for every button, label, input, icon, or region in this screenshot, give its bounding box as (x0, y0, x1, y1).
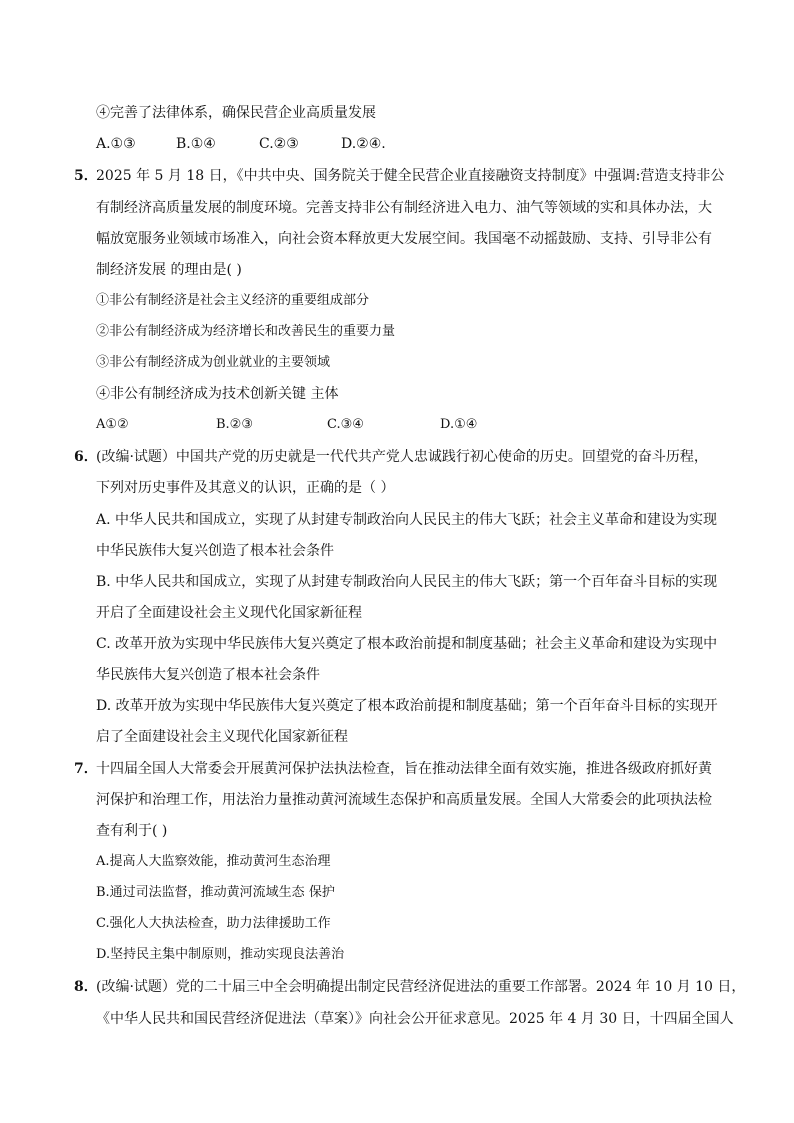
q4-option-c: C.②③ (259, 136, 299, 152)
q6-stem-line: 下列对历史事件及其意义的认识，正确的是（ ） (96, 480, 395, 496)
q8-number: 8． (74, 979, 98, 995)
q6-option-c-cont: 华民族伟大复兴创造了根本社会条件 (96, 667, 320, 683)
q7-stem-line: 查有利于( ) (96, 823, 168, 839)
q4-options (96, 135, 386, 153)
q5-stem-line: 有制经济高质量发展的制度环境。完善支持非公有制经济进入电力、油气等领域的实和具体办法，大 (96, 200, 712, 216)
q5-option-d: D.①④ (440, 417, 478, 432)
q5-statement-1: ①非公有制经济是社会主义经济的重要组成部分 (96, 293, 370, 308)
q4-statement-4: ④完善了法律体系，确保民营企业高质量发展 (96, 105, 376, 121)
q4-option-b: B.①④ (176, 136, 216, 152)
q6-option-b: B. 中华人民共和国成立，实现了从封建专制政治向人民民主的伟大飞跃；第一个百年奋斗目标的实现 (96, 574, 718, 590)
q7-number: 7． (74, 761, 98, 777)
q8-stem-line: 《中华人民共和国民营经济促进法（草案）》向社会公开征求意见。2025 年 4 月 30 日，十四届全国人 (96, 1011, 734, 1027)
q6-option-a: A. 中华人民共和国成立，实现了从封建专制政治向人民民主的伟大飞跃；社会主义革命和建设为实现 (96, 512, 718, 528)
q6-option-c: C. 改革开放为实现中华民族伟大复兴奠定了根本政治前提和制度基础；社会主义革命和建设为实现中 (96, 636, 718, 652)
q8-stem-line: (改编·试题）党的二十届三中全会明确提出制定民营经济促进法的重要工作部署。2024 年 10 月 10 日， (96, 979, 746, 995)
q4-option-a: A.①③ (96, 136, 136, 152)
q5-statement-4: ④非公有制经济成为技术创新关键 主体 (96, 386, 339, 402)
q5-option-c: C.③④ (327, 417, 364, 432)
q5-statement-2: ②非公有制经济成为经济增长和改善民生的重要力量 (96, 324, 396, 339)
q7-option-d: D.坚持民主集中制原则，推动实现良法善治 (96, 947, 345, 962)
q5-statement-3: ③非公有制经济成为创业就业的主要领域 (96, 355, 331, 370)
q7-option-b: B.通过司法监督，推动黄河流域生态 保护 (96, 885, 335, 900)
q7-option-c: C.强化人大执法检查，助力法律援助工作 (96, 916, 331, 931)
q6-stem-line: (改编·试题）中国共产党的历史就是一代代共产党人忠诚践行初心使命的历史。回望党的奋斗历程， (96, 449, 708, 465)
q5-stem-line: 制经济发展 的理由是( ) (96, 262, 242, 278)
q5-stem-line: 幅放宽服务业领域市场准入，向社会资本释放更大发展空间。我国毫不动摇鼓励、支持、引导非公有 (96, 231, 712, 247)
q5-options (96, 416, 477, 434)
q5-option-b: B.②③ (216, 417, 253, 432)
q7-stem-line: 河保护和治理工作，用法治力量推动黄河流域生态保护和高质量发展。全国人大常委会的此项执法检 (96, 792, 712, 808)
q6-option-a-cont: 中华民族伟大复兴创造了根本社会条件 (96, 543, 334, 559)
q5-number: 5． (74, 168, 98, 184)
q5-stem-line: 2025 年 5 月 18 日，《中共中央、国务院关于健全民营企业直接融资支持制度》中强调:营造支持非公 (96, 168, 725, 184)
q6-number: 6． (74, 449, 98, 465)
q6-option-d-cont: 启了全面建设社会主义现代化国家新征程 (96, 729, 348, 745)
q6-option-b-cont: 开启了全面建设社会主义现代化国家新征程 (96, 605, 362, 621)
q7-option-a: A.提高人大监察效能，推动黄河生态治理 (96, 854, 331, 869)
q5-option-a: A①② (96, 417, 129, 432)
q6-option-d: D. 改革开放为实现中华民族伟大复兴奠定了根本政治前提和制度基础；第一个百年奋斗目标的实现开 (96, 698, 718, 714)
q7-stem-line: 十四届全国人大常委会开展黄河保护法执法检查，旨在推动法律全面有效实施，推进各级政府抓好黄 (96, 761, 712, 777)
q4-option-d: D.②④. (341, 136, 386, 152)
